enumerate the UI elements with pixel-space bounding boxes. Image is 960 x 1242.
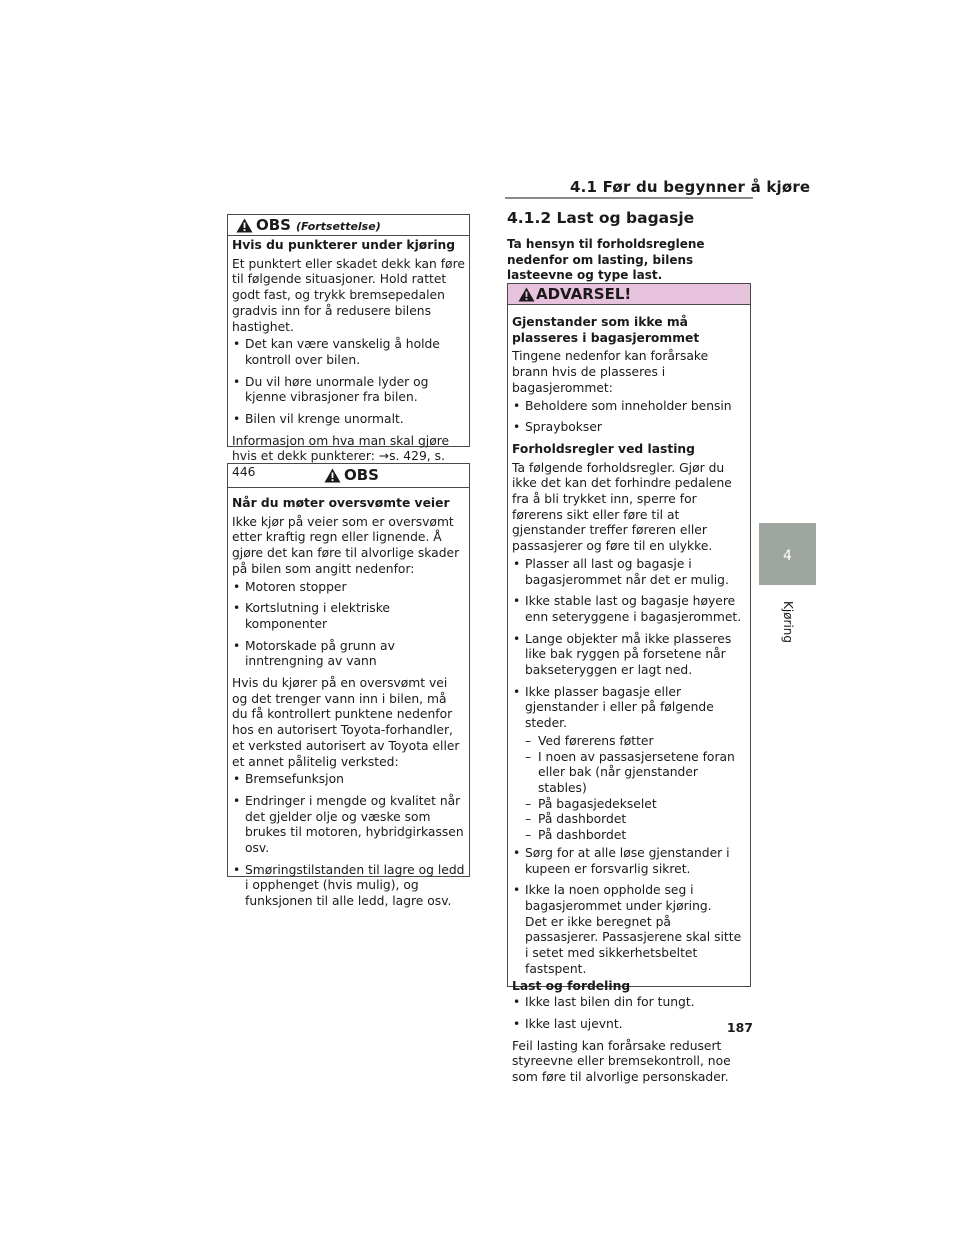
warning-header — [508, 284, 750, 305]
warning-icon — [324, 468, 341, 483]
list-item — [512, 685, 746, 844]
obs-continued-header — [228, 215, 469, 236]
list-item: • Bremsefunksjon — [232, 772, 465, 788]
warning-paragraph: Feil lasting kan forårsake redusert styreevne eller bremsekontroll, noe som føre til alvorlige personskader. — [512, 1038, 731, 1084]
list-item: • Sørg for at alle løse gjenstander i kupeen er forsvarlig sikret. — [512, 846, 746, 877]
dash-item: – På bagasjedekselet — [525, 797, 746, 813]
section-header: 4.1 Før du begynner å kjøre — [570, 178, 811, 196]
list-item: • Ikke stable last og bagasje høyere enn seteryggene i bagasjerommet. — [512, 594, 746, 625]
list-item: • Beholdere som inneholder bensin — [512, 399, 746, 415]
obs-intro: Et punktert eller skadet dekk kan føre til følgende situasjoner. Hold rattet godt fast, og trykk bremsepedalen gradvis inn for å redusere bilens hastighet. — [232, 256, 465, 334]
obs-heading: Når du møter oversvømte veier — [232, 496, 450, 510]
list-item: • Du vil høre unormale lyder og kjenne vibrasjoner fra bilen. — [232, 375, 465, 406]
list-item: • Bilen vil krenge unormalt. — [232, 412, 465, 428]
list-item-text: Ikke la noen oppholde seg i bagasjerommet under kjøring. — [525, 883, 712, 913]
list-item: • Lange objekter må ikke plasseres like bak ryggen på forsetene når bakseteryggen er lagt ned. — [512, 632, 746, 679]
warning-icon — [236, 218, 253, 233]
list-item: • Plasser all last og bagasje i bagasjerommet når det er mulig. — [512, 557, 746, 588]
list-item — [512, 883, 746, 977]
list-item: • Endringer i mengde og kvalitet når det gjelder olje og væske som brukes til motoren, hybridgirkassen osv. — [232, 794, 465, 857]
list-item-extra: Det er ikke beregnet på passasjerer. Passasjerene skal sitte i setet med sikkerhetsbeltet fastspent. — [525, 914, 742, 976]
section-lead: Ta hensyn til forholdsreglene nedenfor om lasting, bilens lasteevne og type last. — [507, 237, 705, 282]
continued-label: (Fortsettelse) — [296, 220, 381, 233]
dash-item: – Ved førerens føtter — [525, 734, 746, 750]
dash-item: – I noen av passasjersetene foran eller bak (når gjenstander stables) — [525, 750, 746, 797]
dash-item: – På dashbordet — [525, 828, 746, 844]
list-item: • Motoren stopper — [232, 580, 465, 596]
list-item: • Spraybokser — [512, 420, 746, 436]
obs-label: OBS — [256, 216, 291, 234]
list-item: • Motorskade på grunn av inntrengning av vann — [232, 639, 465, 670]
warning-label: ADVARSEL! — [536, 285, 632, 303]
obs-flooded-box — [227, 463, 470, 909]
list-item: • Ikke last ujevnt. — [512, 1017, 746, 1033]
warning-paragraph: Tingene nedenfor kan forårsake brann hvis de plasseres i bagasjerommet: — [512, 349, 709, 395]
warning-icon — [518, 287, 535, 302]
dash-item: – På dashbordet — [525, 812, 746, 828]
list-item: • Det kan være vanskelig å holde kontroll over bilen. — [232, 337, 465, 368]
obs-flooded-header — [228, 464, 469, 488]
list-item: • Smøringstilstanden til lagre og ledd i opphenget (hvis mulig), og funksjonen til alle ledd, lagre osv. — [232, 863, 465, 910]
page-reference: Informasjon om hva man skal gjøre hvis et dekk punkterer: →s. 429, s. 446 — [232, 433, 450, 480]
obs-intro: Ikke kjør på veier som er oversvømt etter kraftig regn eller lignende. Å gjøre det kan føre til alvorlige skader på bilen som angitt nedenfor: — [232, 514, 460, 576]
list-item: • Kortslutning i elektriske komponenter — [232, 601, 465, 632]
obs-continued-box — [227, 214, 470, 480]
warning-heading: Forholdsregler ved lasting — [512, 441, 695, 456]
section-rule — [505, 197, 753, 199]
warning-paragraph: Ta følgende forholdsregler. Gjør du ikke det kan det forhindre pedalene fra å bli trykket inn, sperre for førerens sikt eller føre til at gjenstander treffer føreren eller passasjerer og føre til en ulykke. — [512, 460, 732, 554]
list-item: • Ikke last bilen din for tungt. — [512, 995, 746, 1011]
warning-heading: Last og fordeling — [512, 979, 631, 994]
chapter-label — [770, 592, 806, 652]
section-title: 4.1.2 Last og bagasje — [507, 209, 695, 227]
page-number: 187 — [726, 1020, 753, 1035]
chapter-number: 4 — [783, 548, 792, 564]
obs-paragraph: Hvis du kjører på en oversvømt vei og det trenger vann inn i bilen, må du få kontrollert punktene nedenfor hos en autorisert Toyota-forhandler, et verksted autorisert av Toyota eller et annet pålitelig verksted: — [232, 676, 460, 769]
list-item-text: Ikke plasser bagasje eller gjenstander i eller på følgende steder. — [525, 684, 714, 731]
chapter-label-text: Kjøring — [781, 600, 795, 644]
obs-heading: Hvis du punkterer under kjøring — [232, 238, 456, 252]
obs-label: OBS — [344, 466, 379, 484]
warning-heading: Gjenstander som ikke må plasseres i bagasjerommet — [512, 315, 700, 345]
